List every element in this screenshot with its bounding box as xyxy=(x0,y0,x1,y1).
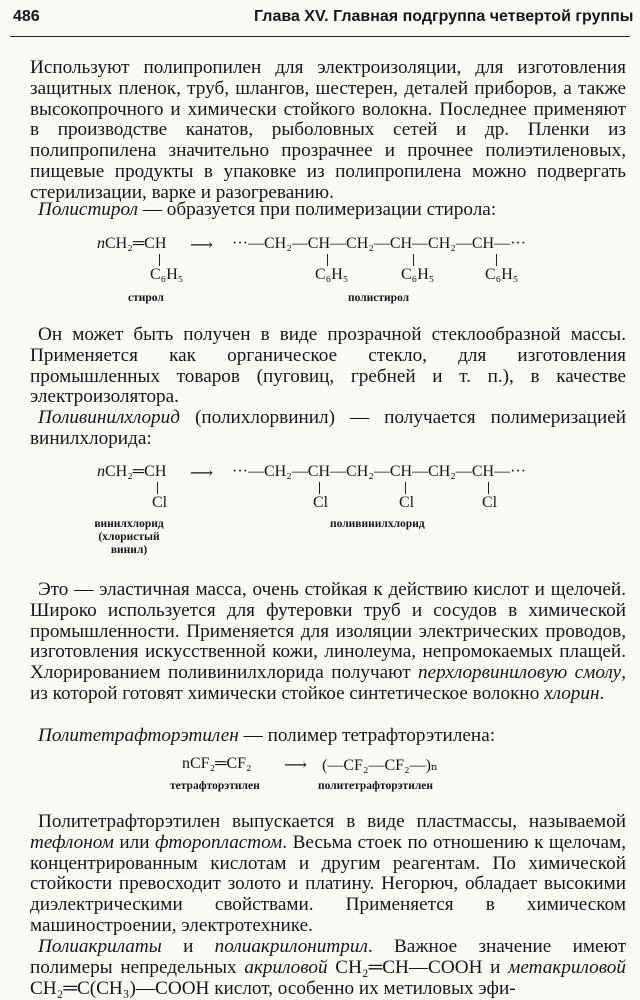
paragraph-polypropylene-uses: Используют полипропилен для электроизоляции, для изготовления защитных пленок, труб, шлангов, шестерен, деталей приборов, а также высокопрочного и химически стойкого волокна. Последнее применяют в производстве канатов, рыболовных сетей и др. Пленки из полипропилена значительно прозрачнее и прочнее полиэтиленовых, пищевые продукты в упаковке из полипропилена можно подвергать стерилизации, варке и разогреванию. xyxy=(30,57,626,203)
eq2-bond-1 xyxy=(319,482,320,494)
term-ftoroplast: фторопластом xyxy=(155,831,283,853)
eq3-product: (—CF₂—CF₂—)ₙ xyxy=(322,757,438,774)
term-pvc: Поливинилхлорид xyxy=(38,407,180,428)
label-vinyl-chloride: винилхлорид (хлористый винил) xyxy=(94,518,164,556)
eq2-reactant: nCH₂═CH xyxy=(97,463,167,480)
paragraph-polystyrene-uses: Он может быть получен в виде прозрачной стеклообразной массы. Применяется как органическое стекло, для изготовления промышленных товаров (пуговиц, гребней и т. п.), в качестве электроизолятора. xyxy=(30,324,626,408)
term-chlorin: хлорин xyxy=(544,682,600,704)
paragraph-polyacrylates: Полиакрилаты и полиакрилонитрил. Важное значение имеют полимеры непредельных акриловой CH₂═CH—COOH и метакриловой CH₂═C(CH₃)—COOH кислот, особенно их метиловых эфи- xyxy=(30,936,626,999)
eq1-sub-2: C₆H₅ xyxy=(401,266,435,283)
eq1-bond-3 xyxy=(496,254,497,266)
polystyrene-text: — образуется при полимеризации стирола: xyxy=(137,199,497,220)
eq2-sub-3: Cl xyxy=(482,494,498,511)
term-polystyrene: Полистирол xyxy=(38,199,138,220)
paragraph-ptfe-properties: Политетрафторэтилен выпускается в виде пластмассы, называемой тефлоном или фторопластом. Весьма стоек по отношению к щелочам, концентрированным кислотам и другим реагентам. По химической стойкости превосходит золото и платину. Негорюч, обладает высокими диэлектрическими свойствами. Применяется в химическом машиностроении, электротехнике. xyxy=(30,811,626,936)
term-methacrylic: метакриловой xyxy=(508,956,626,978)
page-number: 486 xyxy=(13,8,40,25)
eq2-bond-3 xyxy=(488,482,489,494)
eq2-sub-2: Cl xyxy=(399,494,415,511)
pvc-text: (полихлорвинил) — получается полимеризацией винилхлорида: xyxy=(30,407,626,449)
chapter-title: Глава XV. Главная подгруппа четвертой группы xyxy=(254,8,634,25)
eq1-bond-reactant xyxy=(159,254,160,266)
label-ptfe: политетрафторэтилен xyxy=(318,780,434,792)
eq2-product: ···—CH₂—CH—CH₂—CH—CH₂—CH—··· xyxy=(232,463,527,480)
eq1-product: ···—CH₂—CH—CH₂—CH—CH₂—CH—··· xyxy=(232,235,527,252)
eq1-sub-3: C₆H₅ xyxy=(485,266,519,283)
header-rule xyxy=(10,36,630,37)
paragraph-pvc-intro xyxy=(30,408,626,450)
eq1-reactant: nCH₂═CH xyxy=(97,235,167,252)
term-polyacrylonitrile: полиакрилонитрил xyxy=(214,936,368,957)
eq1-bond-2 xyxy=(413,254,414,266)
term-acrylic: акриловой xyxy=(244,956,328,978)
label-polystyrene: полистирол xyxy=(348,292,410,304)
term-perchlorvinyl-resin: перхлорвиниловую смолу xyxy=(418,662,622,684)
paragraph-pvc-properties: Это — эластичная масса, очень стойкая к действию кислот и щелочей. Широко используется для футеровки труб и сосудов в химической промышленности. Применяется для изоляции электрических проводов, изготовления искусственной кожи, линолеума, непромокаемых плащей. Хлорированием поливинилхлорида получают перхлорвиниловую смолу, из которой готовят химически стойкое синтетическое волокно хлорин. xyxy=(30,579,626,704)
eq2-bond-2 xyxy=(405,482,406,494)
label-styrene: стирол xyxy=(128,292,164,304)
eq1-sub-reactant: C₆H₅ xyxy=(150,266,184,283)
eq1-sub-1: C₆H₅ xyxy=(315,266,349,283)
paragraph-ptfe-intro xyxy=(30,726,626,747)
eq3-reactant: nCF₂═CF₂ xyxy=(182,755,252,772)
eq2-sub-1: Cl xyxy=(313,494,329,511)
term-teflon: тефлоном xyxy=(30,831,114,853)
term-polyacrylates: Полиакрилаты xyxy=(38,936,162,957)
ptfe-text: — полимер тетрафторэтилена: xyxy=(238,725,496,746)
paragraph-polystyrene-intro xyxy=(30,200,626,221)
label-pvc: поливинилхлорид xyxy=(330,518,425,530)
term-ptfe: Политетрафторэтилен xyxy=(38,725,239,746)
eq1-arrow: ⟶ xyxy=(190,237,213,254)
eq2-arrow: ⟶ xyxy=(190,465,213,482)
eq2-bond-reactant xyxy=(157,482,158,494)
label-tetrafluoroethylene: тетрафторэтилен xyxy=(170,780,260,792)
page-header xyxy=(0,8,640,34)
eq1-bond-1 xyxy=(327,254,328,266)
eq3-arrow: ⟶ xyxy=(284,757,307,774)
eq2-sub-reactant: Cl xyxy=(152,494,168,511)
